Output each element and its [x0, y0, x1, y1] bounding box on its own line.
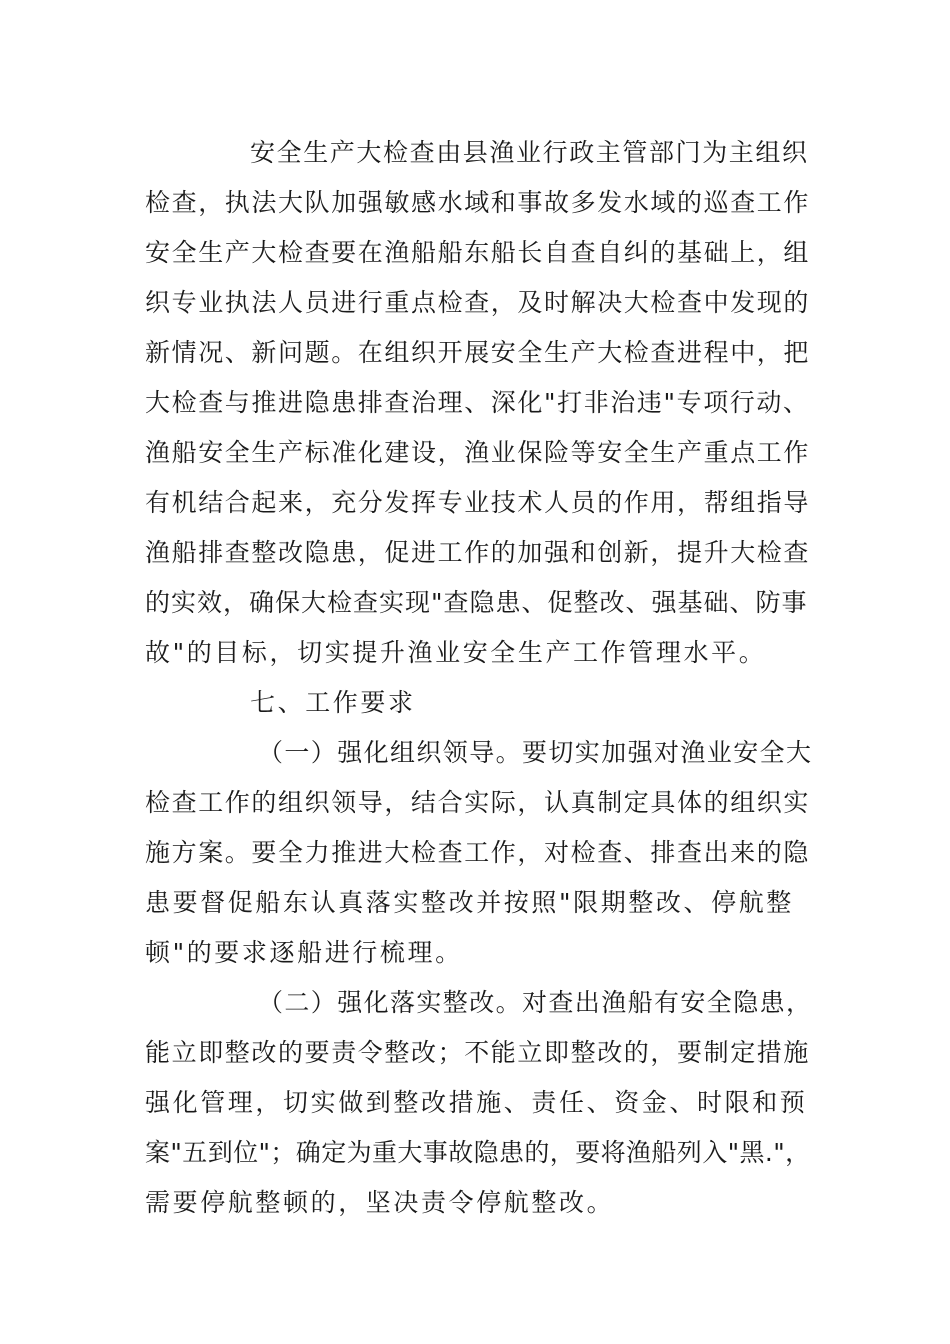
paragraph-line: 顿"的要求逐船进行梳理。 [145, 938, 463, 967]
paragraph-line: 渔船排查整改隐患，促进工作的加强和创新，提升大检查 [145, 538, 811, 567]
paragraph-line: 检查，执法大队加强敏感水域和事故多发水域的巡查工作 [145, 188, 811, 217]
paragraph-line: 织专业执法人员进行重点检查，及时解决大检查中发现的 [145, 288, 811, 317]
paragraph-line: 大检查与推进隐患排查治理、深化"打非治违"专项行动、 [145, 388, 810, 417]
section-heading: 七、工作要求 [250, 688, 416, 717]
paragraph-line: （二）强化落实整改。对查出渔船有安全隐患， [258, 988, 813, 1017]
paragraph-line: 检查工作的组织领导，结合实际，认真制定具体的组织实 [145, 788, 811, 817]
paragraph-line: 有机结合起来，充分发挥专业技术人员的作用，帮组指导 [145, 488, 811, 517]
paragraph-line: （一）强化组织领导。要切实加强对渔业安全大 [258, 738, 813, 767]
paragraph-line: 强化管理，切实做到整改措施、责任、资金、时限和预 [145, 1088, 808, 1117]
paragraph-line: 施方案。要全力推进大检查工作，对检查、排查出来的隐 [145, 838, 811, 867]
paragraph-line: 故"的目标，切实提升渔业安全生产工作管理水平。 [145, 638, 767, 667]
paragraph-line: 渔船安全生产标准化建设，渔业保险等安全生产重点工作 [145, 438, 811, 467]
paragraph-line: 安全生产大检查要在渔船船东船长自查自纠的基础上，组 [145, 238, 811, 267]
paragraph-line: 案"五到位"；确定为重大事故隐患的，要将渔船列入"黑."， [145, 1138, 811, 1167]
paragraph-line: 安全生产大检查由县渔业行政主管部门为主组织 [250, 138, 809, 167]
paragraph-line: 需要停航整顿的，坚决责令停航整改。 [145, 1188, 615, 1217]
paragraph-line: 能立即整改的要责令整改；不能立即整改的，要制定措施 [145, 1038, 811, 1067]
paragraph-line: 患要督促船东认真落实整改并按照"限期整改、停航整 [145, 888, 794, 917]
paragraph-line: 新情况、新问题。在组织开展安全生产大检查进程中，把 [145, 338, 811, 367]
paragraph-line: 的实效，确保大检查实现"查隐患、促整改、强基础、防事 [145, 588, 808, 617]
